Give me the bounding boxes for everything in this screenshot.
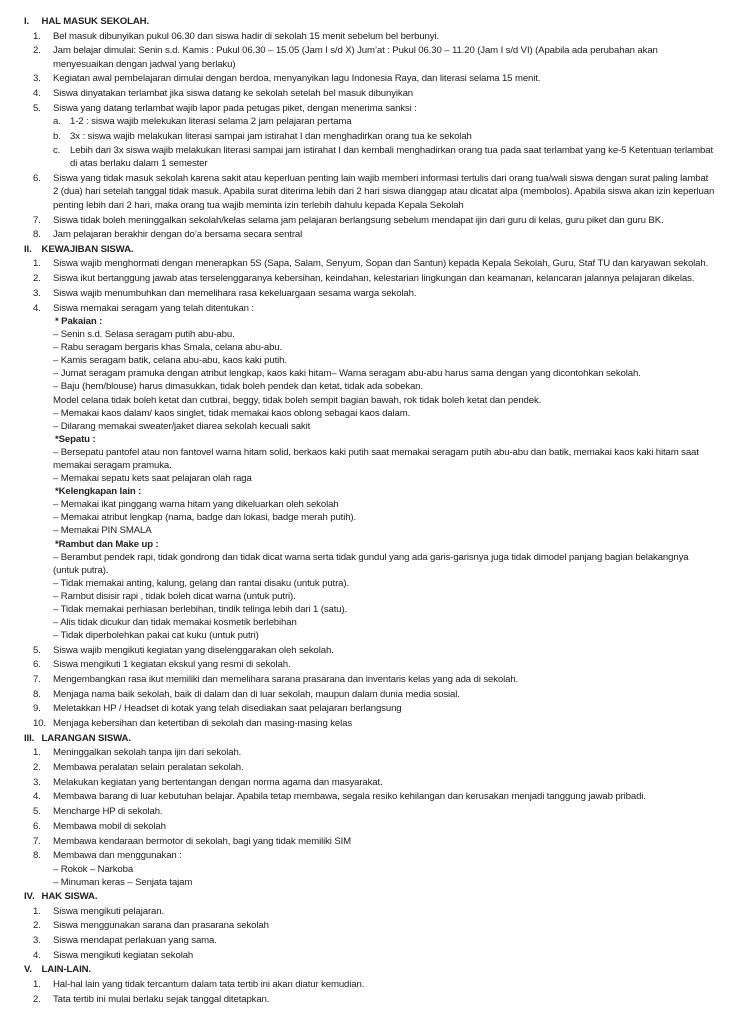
item-text: Menjaga nama baik sekolah, baik di dalam dan di luar sekolah, maupun dalam dunia media sosial.	[53, 688, 460, 700]
item-number: 5.	[33, 102, 41, 114]
list-item	[0, 761, 715, 774]
item-number: 8.	[33, 850, 41, 862]
item-number: 7.	[33, 835, 41, 847]
detail-line: – Minuman keras – Senjata tajam	[53, 876, 193, 888]
sub-item-letter: c.	[53, 144, 61, 156]
item-text: Siswa mengikuti kegiatan sekolah	[53, 949, 194, 961]
item-number: 7.	[33, 214, 41, 226]
item-text: Melakukan kegiatan yang bertentangan dengan norma agama dan masyarakat.	[53, 776, 383, 788]
list-item	[0, 835, 715, 848]
item-number: 10.	[33, 718, 46, 730]
item-text: Siswa dinyatakan terlambat jika siswa datang ke sekolah setelah bel masuk dibunyikan	[53, 88, 414, 100]
item-number: 1.	[33, 978, 41, 990]
item-number: 4.	[33, 88, 41, 100]
item-text: Membawa peralatan selain peralatan sekolah.	[53, 762, 244, 774]
detail-line: – Rokok – Narkoba	[53, 863, 134, 875]
list-item	[0, 214, 715, 227]
detail-line: – Tidak memakai anting, kalung, gelang dan rantai disaku (untuk putra).	[53, 577, 349, 589]
item-text: Siswa tidak boleh meninggalkan sekolah/kelas selama jam pelajaran berlangsung sebelum mendapat ijin dari guru di kelas, guru piket dan guru BK.	[53, 214, 664, 226]
sub-item-text: 3x : siswa wajib melakukan literasi sampai jam istirahat I dan menghadirkan orang tua ke sekolah	[70, 130, 472, 142]
section-title	[0, 15, 730, 28]
list-item	[0, 688, 715, 701]
rules-document	[0, 15, 730, 1007]
section	[0, 15, 730, 242]
item-text: Siswa wajib mengikuti kegiatan yang diselenggarakan oleh sekolah.	[53, 644, 334, 656]
list-item	[0, 849, 715, 889]
item-number: 6.	[33, 820, 41, 832]
list-item	[0, 746, 715, 759]
section-title-text: HAL MASUK SEKOLAH.	[41, 16, 150, 27]
section-number: V.	[24, 964, 32, 976]
list-item	[0, 934, 715, 947]
item-number: 1.	[33, 30, 41, 42]
detail-line: – Memakai atribut lengkap (nama, badge dan lokasi, badge merah putih).	[53, 512, 357, 524]
item-number: 2.	[33, 45, 41, 57]
detail-line: – Senin s.d. Selasa seragam putih abu-abu.	[53, 329, 235, 341]
item-text: Meletakkan HP / Headset di kotak yang telah disediakan saat pelajaran berlangsung	[53, 703, 402, 715]
section-title-text: LAIN-LAIN.	[41, 964, 91, 976]
list-item	[0, 172, 715, 212]
list-item	[0, 978, 715, 991]
item-text: Siswa yang datang terlambat wajib lapor pada petugas piket, dengan menerima sanksi :	[53, 102, 417, 114]
section-title	[0, 890, 730, 903]
item-number: 7.	[33, 674, 41, 686]
section-title-text: KEWAJIBAN SISWA.	[41, 243, 134, 255]
section-number: III.	[24, 732, 35, 744]
item-number: 3.	[33, 73, 41, 85]
detail-line: – Rambut disisir rapi , tidak boleh dicat warna (untuk putri).	[53, 590, 296, 602]
list-item	[0, 102, 715, 171]
detail-line: Model celana tidak boleh ketat dan cutbrai, beggy, tidak boleh sempit bagian bawah, rok tidak boleh ketat dan pendek.	[53, 394, 542, 406]
list-item	[0, 87, 715, 100]
item-text: Siswa wajib menumbuhkan dan memelihara rasa kekeluargaan sesama warga sekolah.	[53, 287, 417, 299]
item-number: 1.	[33, 905, 41, 917]
detail-line: – Berambut pendek rapi, tidak gondrong dan tidak dicat warna serta tidak gundul yang ada garis-garisnya juga tidak dimodel panjang bagian belakangnya (untuk putra).	[53, 551, 689, 576]
item-text: Siswa mengikuti pelajaran.	[53, 905, 164, 917]
section-number: II.	[24, 243, 32, 255]
detail-line: – Memakai sepatu kets saat pelajaran olah raga	[53, 473, 252, 485]
item-text: Tata tertib ini mulai berlaku sejak tanggal ditetapkan.	[53, 993, 270, 1005]
list-item	[0, 644, 715, 657]
item-text: Kegiatan awal pembelajaran dimulai dengan berdoa, menyanyikan lagu Indonesia Raya, dan literasi selama 15 menit.	[53, 73, 541, 85]
detail-line: – Tidak diperbolehkan pakai cat kuku (untuk putri)	[53, 630, 259, 642]
item-number: 3.	[33, 776, 41, 788]
item-number: 4.	[33, 302, 41, 314]
list-item	[0, 905, 715, 918]
section-title-text: HAK SISWA.	[41, 891, 98, 903]
list-item	[0, 30, 715, 43]
item-text: Mengembangkan rasa ikut memiliki dan memelihara sarana prasarana dan inventaris kelas yang ada di sekolah.	[53, 674, 519, 686]
item-number: 8.	[33, 229, 41, 241]
item-text: Siswa wajib menghormati dengan menerapkan 5S (Sapa, Salam, Senyum, Sopan dan Santun) kepada Kepala Sekolah, Guru, Staf TU dan karyawan sekolah.	[53, 258, 709, 270]
list-item	[0, 302, 715, 643]
item-text: Siswa memakai seragam yang telah ditentukan :	[53, 302, 254, 314]
item-text: Membawa kendaraan bermotor di sekolah, bagi yang tidak memiliki SIM	[53, 835, 352, 847]
item-text: Mencharge HP di sekolah.	[53, 806, 163, 818]
list-item	[0, 257, 715, 270]
detail-line: – Dilarang memakai sweater/jaket diarea sekolah kecuali sakit	[53, 420, 311, 432]
item-number: 3.	[33, 287, 41, 299]
sub-item	[53, 144, 715, 171]
sub-item-text: Lebih dari 3x siswa wajib melakukan literasi sampai jam istirahat I dan kembali menghadirkan orang tua pada saat terlambat yang ke-5 Ketentuan terlambat di atas berlaku dalam 1 semester	[70, 144, 714, 170]
detail-line: – Memakai kaos dalam/ kaos singlet, tidak memakai kaos oblong sebagai kaos dalam.	[53, 407, 411, 419]
item-text: Siswa menggunakan sarana dan prasarana sekolah	[53, 920, 269, 932]
sub-item-letter: a.	[53, 116, 61, 128]
list-item	[0, 228, 715, 241]
section	[0, 243, 730, 731]
list-item	[0, 790, 715, 803]
item-number: 2.	[33, 273, 41, 285]
detail-line: – Memakai PIN SMALA	[53, 525, 152, 537]
item-text: Meninggalkan sekolah tanpa ijin dari sekolah.	[53, 747, 242, 759]
section	[0, 890, 730, 962]
item-text: Siswa ikut bertanggung jawab atas terselenggaranya kebersihan, keindahan, kelestarian lingkungan dan keamanan, kelancaran jalannya pelajaran dikelas.	[53, 273, 695, 285]
item-number: 8.	[33, 688, 41, 700]
item-number: 3.	[33, 935, 41, 947]
item-number: 2.	[33, 993, 41, 1005]
item-text: Bel masuk dibunyikan pukul 06.30 dan siswa hadir di sekolah 15 menit sebelum bel berbunyi.	[53, 30, 439, 42]
detail-line: – Baju (hem/blouse) harus dimasukkan, tidak boleh pendek dan ketat, tidak ada sobekan.	[53, 381, 423, 393]
list-item	[0, 993, 715, 1006]
detail-line: – Bersepatu pantofel atau non fantovel warna hitam solid, berkaos kaki putih saat memakai seragam putih abu-abu dan batik, memakai kaos kaki hitam saat memakai seragam pramuka.	[53, 446, 699, 472]
list-item	[0, 272, 715, 285]
detail-line: – Tidak memakai perhiasan berlebihan, tindik telinga lebih dari 1 (satu).	[53, 604, 348, 616]
section	[0, 732, 730, 889]
section-number: I.	[24, 16, 30, 27]
detail-heading: *Kelengkapan lain :	[55, 486, 142, 498]
item-number: 5.	[33, 806, 41, 818]
list-item	[0, 717, 715, 730]
list-item	[0, 919, 715, 932]
detail-heading: *Sepatu :	[55, 433, 96, 445]
detail-heading: * Pakaian :	[55, 315, 103, 327]
list-item	[0, 805, 715, 818]
list-item	[0, 658, 715, 671]
item-text: Siswa mengikuti 1 kegiatan ekskul yang resmi di sekolah.	[53, 659, 291, 671]
item-text: Siswa mendapat perlakuan yang sama.	[53, 935, 217, 947]
detail-line: – Memakai ikat pinggang warna hitam yang dikeluarkan oleh sekolah	[53, 499, 339, 511]
section-title	[0, 963, 730, 976]
section-title	[0, 732, 730, 745]
detail-line: – Jumat seragam pramuka dengan atribut lengkap, kaos kaki hitam– Warna seragam abu-abu harus sama dengan yang dicontohkan sekolah.	[53, 368, 641, 380]
list-item	[0, 72, 715, 85]
item-text: Membawa barang di luar kebutuhan belajar. Apabila tetap membawa, segala resiko kehilangan dan kerusakan menjadi tanggung jawab pribadi.	[53, 791, 646, 803]
sub-item-text: 1-2 : siswa wajib melekukan literasi selama 2 jam pelajaran pertama	[70, 116, 352, 128]
item-text: Jam belajar dimulai: Senin s.d. Kamis : Pukul 06.30 – 15.05 (Jam I s/d X) Jum’at : Pukul 06.30 – 11.20 (Jam I s/d VI) (Apabila ada perubahan akan menyesuaikan dengan jadwal yang berlaku)	[53, 45, 658, 70]
sub-item-letter: b.	[53, 130, 61, 142]
item-number: 4.	[33, 791, 41, 803]
item-number: 5.	[33, 644, 41, 656]
item-number: 9.	[33, 703, 41, 715]
detail-line: – Rabu seragam bergaris khas Smala, celana abu-abu.	[53, 342, 283, 354]
item-text: Membawa mobil di sekolah	[53, 820, 166, 832]
detail-line: – Kamis seragam batik, celana abu-abu, kaos kaki putih.	[53, 355, 287, 367]
section-title	[0, 243, 730, 256]
item-number: 2.	[33, 920, 41, 932]
item-text: Siswa yang tidak masuk sekolah karena sakit atau keperluan penting lain wajib memberi informasi tertulis dari orang tua/wali siswa dengan surat paling lambat 2 (dua) hari setelah tanggal tidak masuk. Apabila surat diterima lebih dari 2 hari siswa dianggap atau dicatat alpa (membolos). Apabila siswa akan izin keperluan penting lebih dari 2 hari, maka orang tua wajib meminta izin terlebih dahulu kepada Kepala Sekolah	[53, 173, 715, 211]
item-number: 1.	[33, 258, 41, 270]
list-item	[0, 702, 715, 715]
item-number: 4.	[33, 949, 41, 961]
list-item	[0, 776, 715, 789]
item-text: Membawa dan menggunakan :	[53, 850, 182, 862]
item-number: 6.	[33, 173, 41, 185]
detail-line: – Alis tidak dicukur dan tidak memakai kosmetik berlebihan	[53, 617, 297, 629]
item-text: Hal-hal lain yang tidak tercantum dalam tata tertib ini akan diatur kemudian.	[53, 978, 365, 990]
sub-item	[53, 115, 715, 128]
list-item	[0, 949, 715, 962]
list-item	[0, 673, 715, 686]
sub-item	[53, 130, 715, 143]
item-number: 1.	[33, 747, 41, 759]
list-item	[0, 820, 715, 833]
list-item	[0, 287, 715, 300]
list-item	[0, 44, 715, 71]
item-number: 6.	[33, 659, 41, 671]
section-title-text: LARANGAN SISWA.	[41, 732, 131, 744]
item-text: Menjaga kebersihan dan ketertiban di sekolah dan masing-masing kelas	[53, 718, 353, 730]
detail-heading: *Rambut dan Make up :	[55, 538, 159, 550]
section-number: IV.	[24, 891, 35, 903]
item-text: Jam pelajaran berakhir dengan do’a bersama secara sentral	[53, 229, 303, 241]
section	[0, 963, 730, 1006]
item-number: 2.	[33, 762, 41, 774]
